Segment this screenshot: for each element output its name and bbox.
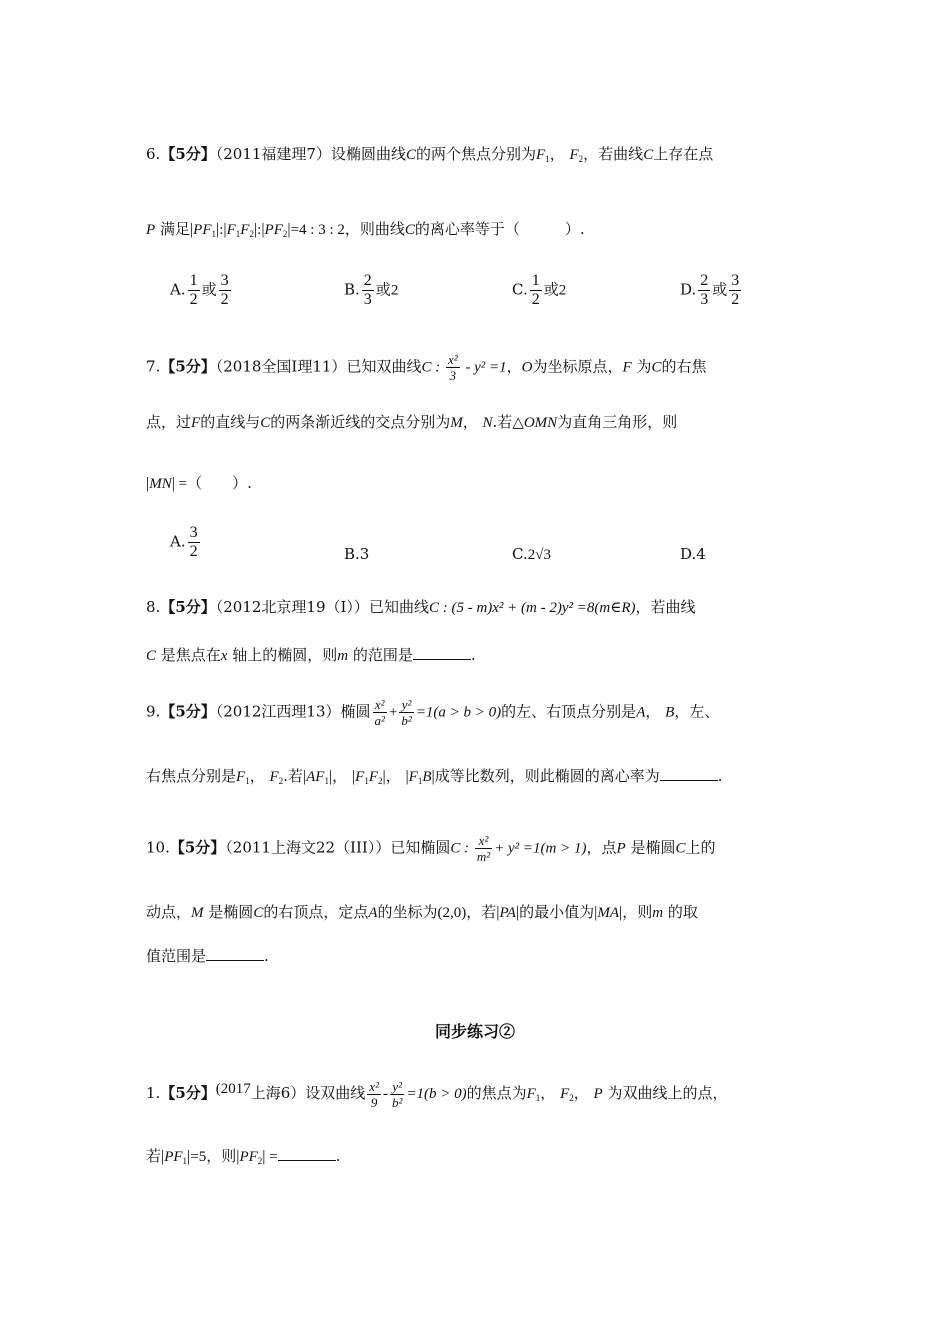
q7-line-3: |MN| =（ ）.: [146, 474, 252, 492]
math: + y² =1(m > 1): [494, 840, 587, 857]
q6-option-a: [170, 272, 233, 309]
text: ，若曲线: [635, 598, 696, 616]
math: C :: [450, 840, 473, 857]
q9-line-2: 右焦点分别是$F_1$， $F_2$.若$|AF_1|$， $|F_1F_2|$， $|F_1B|$成等比数列，则此椭圆的离心率为 .: [146, 767, 723, 786]
q7-option-a: [170, 524, 202, 561]
math-var: M: [450, 415, 463, 431]
text: 的取: [667, 903, 698, 921]
question-source: （2012江西理13）: [215, 702, 341, 721]
fraction: $\frac{2}{3}$: [363, 272, 372, 308]
math-var: P: [593, 1086, 603, 1102]
answer-blank: [413, 645, 471, 660]
text: 值范围是: [146, 947, 207, 965]
score-tag: 【5分】: [160, 598, 216, 616]
math: C :: [421, 359, 444, 376]
subscript: 1: [545, 154, 550, 164]
math-var: M: [191, 905, 204, 921]
math-var: C: [651, 359, 662, 376]
math: =5: [190, 1149, 207, 1165]
text: 右焦点分别是: [146, 767, 237, 785]
text: 满足: [159, 220, 190, 238]
subscript: 1: [211, 229, 217, 239]
q7-option-c: [512, 545, 551, 564]
subscript: 1: [235, 229, 241, 239]
answer-blank: [278, 1146, 336, 1161]
subscript: 2: [282, 229, 288, 239]
text: ，点: [586, 838, 617, 857]
text: ，左、: [674, 702, 720, 721]
math: AF: [306, 769, 325, 785]
question-source: （2011上海文22（III））: [225, 838, 391, 857]
text: 若: [146, 1147, 162, 1165]
q7-line-1: 7.【5分】（2018全国I理11）已知双曲线C : $\frac{\text{x²}}{3}$ - y² =1，O为坐标原点，F 为C的右焦: [146, 352, 707, 383]
math-var: F: [269, 769, 279, 785]
text: 已知双曲线: [346, 357, 422, 376]
text: 是椭圆: [208, 903, 254, 921]
subscript: 2: [249, 229, 254, 239]
math-var: P: [146, 222, 156, 238]
text: 的左、右顶点分别是: [501, 702, 637, 721]
math-var: m: [337, 648, 349, 664]
math-var: F: [236, 769, 246, 785]
math: (2,0): [437, 905, 467, 921]
text: .: [470, 646, 476, 664]
math-var: F: [191, 415, 201, 431]
option-label: A.: [170, 532, 186, 551]
math-var: A: [368, 905, 378, 921]
math: =1(b > 0): [406, 1086, 467, 1102]
text: 上海6）设双曲线: [250, 1084, 366, 1102]
math: PA: [499, 905, 516, 921]
answer-blank: [660, 766, 718, 781]
math-var: P: [193, 222, 203, 238]
text: 的离心率等于（ ）.: [414, 220, 585, 238]
math: PF: [239, 1149, 258, 1165]
text: 为坐标原点，: [532, 357, 623, 376]
text: 的直线与: [200, 413, 261, 431]
text: 的范围是: [352, 646, 413, 664]
q6-option-d: [680, 272, 743, 309]
math: MN: [149, 476, 172, 492]
math: =: [174, 476, 188, 492]
text: 的焦点为: [466, 1084, 527, 1102]
answer-blank: [206, 946, 264, 961]
text: 或: [543, 280, 559, 299]
math-var: C: [643, 147, 654, 163]
q10-line-3: [146, 945, 269, 967]
text: 为: [636, 357, 652, 376]
math-var: P: [264, 222, 274, 238]
text: 或: [375, 280, 391, 299]
option-label: B.3: [344, 545, 370, 563]
q10-line-2: 动点，M 是椭圆C的右顶点，定点A的坐标为(2,0)，若|PA|的最小值为|MA|，则m 的取: [146, 903, 698, 921]
text: 点，过: [146, 413, 192, 431]
text: 成等比数列，则此椭圆的离心率为: [434, 767, 660, 785]
fraction: $\frac{\text{x²}}{\text{a²}}$: [374, 697, 385, 728]
option-label: D.: [680, 280, 697, 299]
fraction: $\frac{\text{x²}}{9}$: [369, 1078, 379, 1110]
math: =1(a > b > 0): [415, 704, 502, 721]
math-var: F: [240, 222, 250, 238]
text: 为直角三角形，则: [557, 413, 678, 431]
score-tag: 【5分】: [169, 838, 226, 857]
math-var: x: [220, 648, 228, 664]
question-source: (2017: [215, 1081, 251, 1097]
q6-line-1: [146, 143, 713, 170]
score-tag: 【5分】: [160, 357, 216, 376]
text: ，: [549, 145, 565, 163]
math-var: P: [616, 840, 626, 857]
text: ，若: [466, 903, 497, 921]
math-var: F: [202, 222, 212, 238]
question-number: 9.: [146, 702, 161, 721]
text: .若: [283, 767, 303, 785]
math-var: B: [665, 704, 675, 721]
q8-line-1: [146, 596, 696, 619]
q6-line-2: P 满足$|PF_1|:|F_1F_2|:|PF_2|=4$ : 3 : 2，则曲线C的离心率等于（ ）.: [146, 220, 585, 239]
math-var: C: [405, 147, 416, 163]
option-label: A.: [170, 280, 186, 299]
text: .: [264, 947, 269, 965]
text: 为双曲线上的点，: [607, 1084, 728, 1102]
option-label: C.: [512, 545, 528, 563]
score-tag: 【5分】: [160, 1084, 216, 1102]
q7-option-d: [680, 545, 706, 563]
score-tag: 【5分】: [160, 702, 216, 721]
math-var: O: [521, 359, 533, 376]
math-var: F: [622, 359, 632, 376]
text: 已知椭圆: [390, 838, 451, 857]
question-source: （2012北京理19（I））: [215, 598, 369, 616]
option-label: C.: [512, 280, 528, 299]
text: 若曲线: [598, 145, 644, 163]
option-value: 2√3: [527, 547, 551, 563]
s1-line-1: 1.【5分】(2017上海6）设双曲线 $\frac{\text{x²}}{9}$ - $\frac{\text{y²}}{\text{b²}}$ =1(b > 0)的焦点为$F_1$， $F_2$， P 为双曲线上的点，: [146, 1078, 728, 1110]
fraction: $\frac{\text{y²}}{\text{b²}}$: [391, 1078, 403, 1110]
question-number: 6.: [146, 145, 161, 163]
q6-option-c: [512, 272, 566, 309]
fraction: $\frac{\text{y²}}{\text{b²}}$: [401, 697, 412, 728]
section-title: 同步练习②: [434, 1022, 515, 1041]
text: 或: [712, 280, 728, 299]
question-number: 1.: [146, 1084, 161, 1102]
question-source: （2011福建理7）: [215, 145, 331, 163]
text: ，则曲线: [344, 220, 405, 238]
math-var: m: [652, 905, 664, 921]
math-var: C: [404, 222, 415, 238]
text: 是焦点在: [160, 646, 221, 664]
score-tag: 【5分】: [160, 145, 216, 163]
fraction: $\frac{3}{2}$: [220, 272, 229, 308]
text: 椭圆: [340, 702, 371, 721]
math-var: N: [482, 415, 493, 431]
q9-line-1: 9.【5分】（2012江西理13）椭圆 $\frac{\text{x²}}{\text{a²}}$ + $\frac{\text{y²}}{\text{b²}}$ =1(a > b > 0)的左、右顶点分别是A， B，左、: [146, 697, 720, 728]
option-label: B.: [344, 280, 360, 299]
math-var: F: [273, 222, 283, 238]
math: =: [265, 1149, 278, 1165]
text: 的两条渐近线的交点分别为: [270, 413, 451, 431]
math-var: F: [226, 222, 236, 238]
math: PF: [164, 1149, 183, 1165]
text: .: [717, 767, 723, 785]
fraction: $\frac{\text{x²}}{3}$: [447, 352, 458, 383]
question-source: （2018全国I理11）: [215, 357, 347, 376]
text: ，则: [206, 1147, 237, 1165]
question-number: 10.: [146, 838, 170, 857]
subscript: 2: [578, 154, 584, 164]
text: 的右焦: [661, 357, 707, 376]
text: 的右顶点，定点: [263, 903, 369, 921]
option-label: D.4: [680, 545, 706, 563]
text: 动点，: [146, 903, 192, 921]
fraction: $\frac{1}{2}$: [531, 272, 540, 308]
math-var: F: [560, 1086, 570, 1102]
fraction: $\frac{3}{2}$: [731, 272, 740, 308]
text: ，则: [622, 903, 653, 921]
text: ，: [583, 145, 599, 163]
math-var: C: [253, 905, 264, 921]
math-var: F: [526, 1086, 536, 1102]
text: 的两个焦点分别为: [416, 145, 537, 163]
text: 已知曲线: [368, 598, 429, 616]
fraction: $\frac{\text{x²}}{\text{m²}}$: [476, 833, 491, 864]
question-number: 8.: [146, 598, 161, 616]
option-value: 2: [390, 282, 399, 299]
q7-option-b: [344, 545, 369, 563]
math: C : (5 - m)x² + (m - 2)y² =8(m∈R): [428, 600, 636, 616]
text: 轴上的椭圆，则: [232, 646, 338, 664]
q10-line-1: [146, 833, 716, 864]
text: 或: [201, 280, 217, 299]
text: 是椭圆: [630, 838, 676, 857]
fraction: $\frac{1}{2}$: [189, 272, 198, 308]
math-var: A: [636, 704, 646, 721]
text: .若: [492, 413, 513, 431]
q7-line-2: 点，过F的直线与C的两条渐近线的交点分别为M， N.若△OMN为直角三角形，则: [146, 413, 678, 431]
fraction: $\frac{3}{2}$: [189, 524, 198, 560]
text: 上的: [685, 838, 716, 857]
option-value: 2: [558, 282, 567, 299]
text: 的最小值为: [519, 903, 595, 921]
math-var: F: [569, 147, 579, 163]
text: （ ）.: [187, 474, 252, 492]
text: 的坐标为: [377, 903, 438, 921]
text: 设椭圆曲线: [330, 145, 406, 163]
math: △OMN: [512, 415, 558, 431]
fraction: $\frac{2}{3}$: [700, 272, 709, 308]
math-var: C: [146, 648, 157, 664]
math: MA: [597, 905, 619, 921]
ratio-value: =4 : 3 : 2: [290, 222, 345, 238]
question-number: 7.: [146, 357, 161, 376]
text: 上存在点: [653, 145, 714, 163]
text: .: [335, 1147, 341, 1165]
q6-option-b: [344, 272, 398, 309]
math-var: C: [260, 415, 271, 431]
math-var: F: [536, 147, 546, 163]
s1-line-2: 若$|PF_1|=5$，则$|PF_2|$ = .: [146, 1147, 341, 1166]
math-var: C: [675, 840, 686, 857]
math: - y² =1: [461, 359, 507, 376]
q8-line-2: [146, 644, 476, 667]
